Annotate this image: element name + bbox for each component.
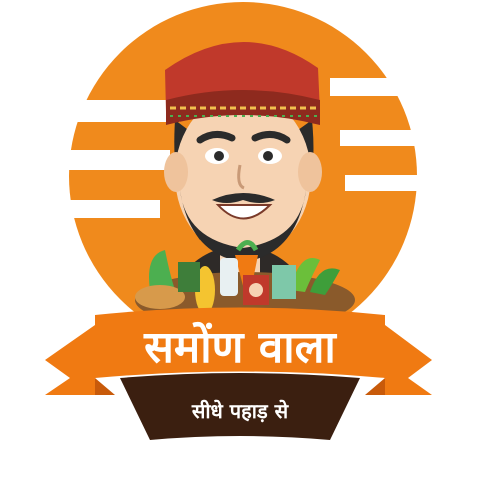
brand-name: समोंण वाला [144, 322, 336, 373]
tagline-banner [120, 373, 360, 440]
tagline: सीधे पहाड़ से [191, 399, 289, 423]
main-ribbon [95, 308, 385, 379]
